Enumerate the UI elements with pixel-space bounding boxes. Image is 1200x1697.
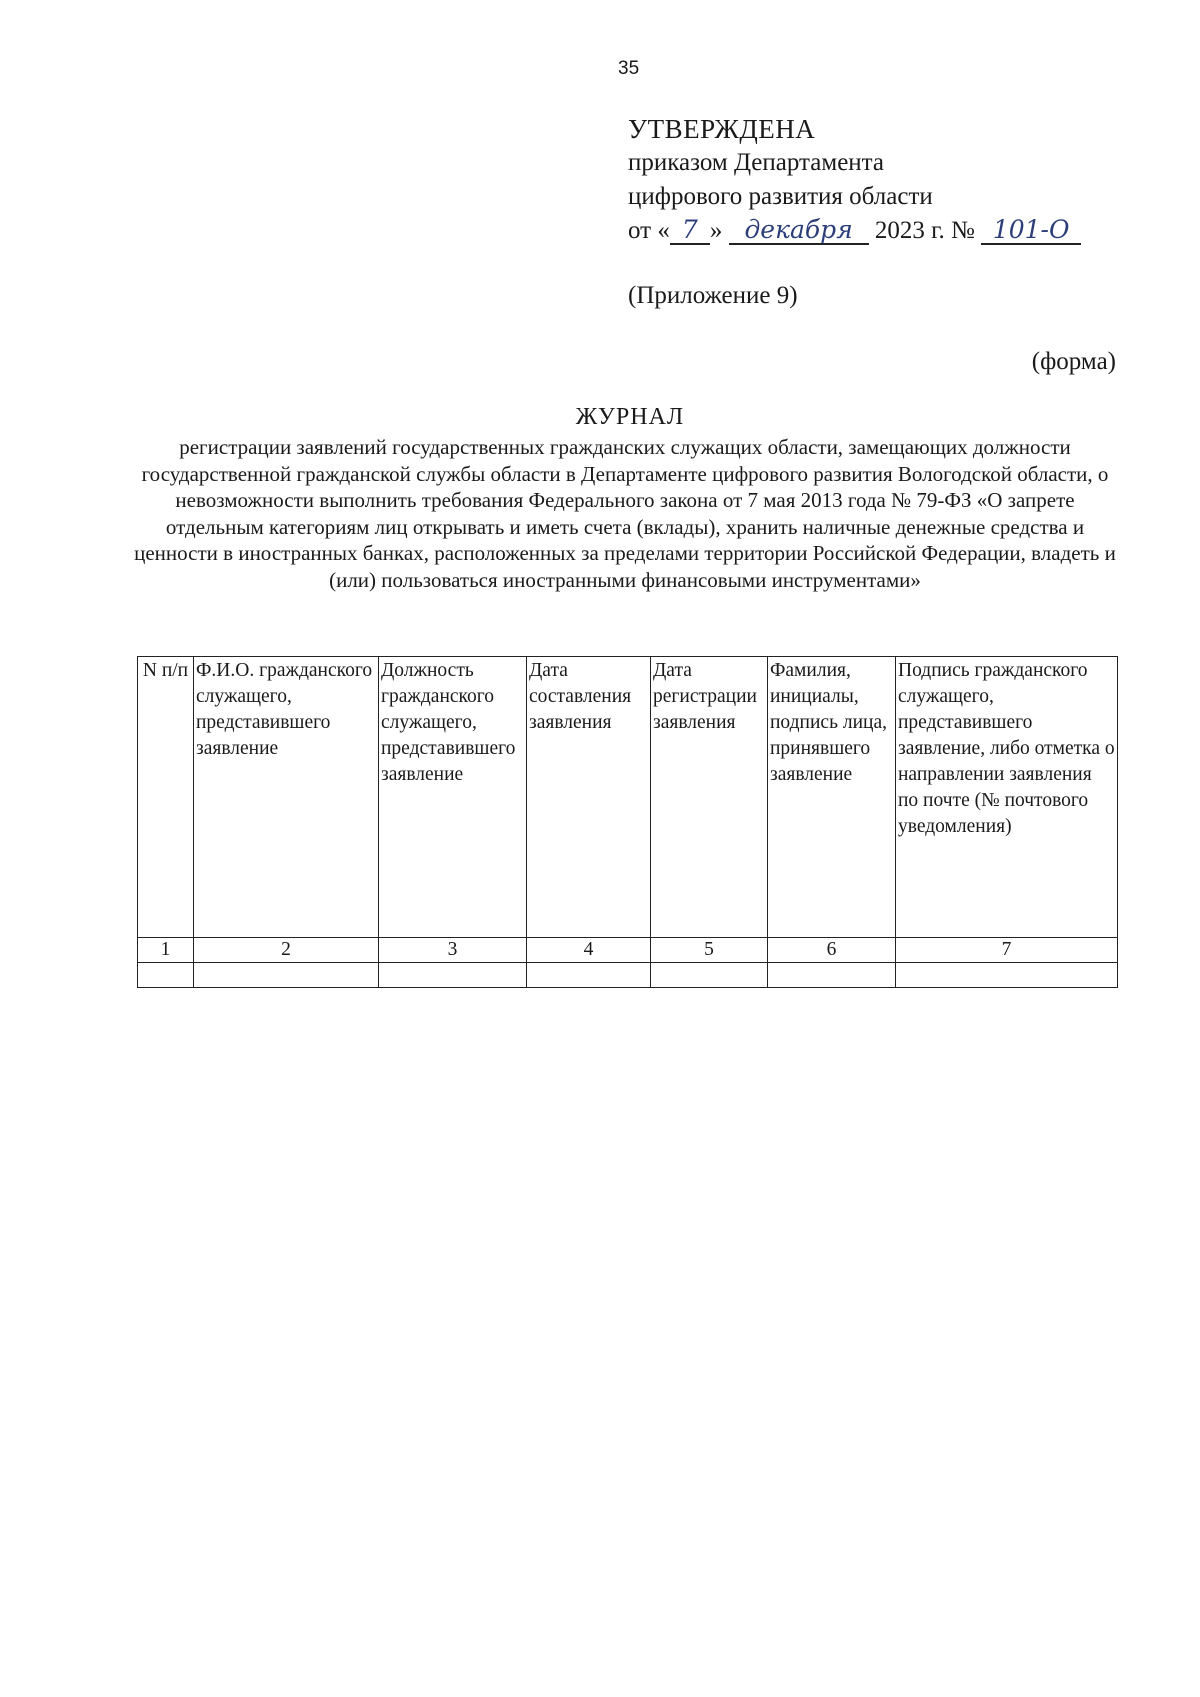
empty-cell <box>527 963 651 988</box>
approval-stamp: УТВЕРЖДЕНА <box>628 114 816 144</box>
column-number-row <box>138 938 1118 963</box>
form-label: (форма) <box>1031 348 1116 375</box>
approval-line-2: цифрового развития области <box>628 183 933 210</box>
date-mid: » <box>709 217 723 244</box>
journal-table <box>137 656 1118 988</box>
date-prefix: от « <box>628 217 670 244</box>
journal-description: регистрации заявлений государственных гражданских служащих области, замещающих должности государственной гражданской службы области в Департаменте цифрового развития Вологодской области, о невозможности выполнить требования Федерального закона от 7 мая 2013 года № 79-ФЗ «О запрете отдельным категориям лиц открывать и иметь счета (вклады), хранить наличные денежные средства и ценности в иностранных банках, расположенных за пределами территории Российской Федерации, владеть и (или) пользоваться иностранными финансовыми инструментами» <box>134 435 1116 592</box>
column-number: 5 <box>651 938 768 963</box>
journal-title: ЖУРНАЛ <box>575 404 685 430</box>
table-row <box>138 963 1118 988</box>
empty-cell <box>379 963 527 988</box>
header-signature: Подпись гражданского служащего, представившего заявление, либо отметка о направлении заявления по почте (№ почтового уведомления) <box>896 657 1118 938</box>
year-text: 2023 г. № <box>874 217 975 244</box>
empty-cell <box>194 963 379 988</box>
column-number: 6 <box>768 938 896 963</box>
column-number: 3 <box>379 938 527 963</box>
empty-cell <box>651 963 768 988</box>
empty-cell <box>896 963 1118 988</box>
column-number: 4 <box>527 938 651 963</box>
header-full-name: Ф.И.О. гражданского служащего, представившего заявление <box>194 657 379 938</box>
header-date-registered: Дата регистрации заявления <box>651 657 768 938</box>
approval-line-1: приказом Департамента <box>628 149 884 176</box>
column-number: 7 <box>896 938 1118 963</box>
handwritten-month: декабря <box>729 217 869 245</box>
header-date-drafted: Дата составления заявления <box>527 657 651 938</box>
page-number: 35 <box>618 58 640 79</box>
handwritten-day: 7 <box>670 217 710 245</box>
header-receiver: Фамилия, инициалы, подпись лица, принявшего заявление <box>768 657 896 938</box>
column-number: 1 <box>138 938 194 963</box>
approval-date-line <box>628 214 1081 248</box>
header-position: Должность гражданского служащего, представившего заявление <box>379 657 527 938</box>
approval-block <box>628 112 1081 248</box>
column-number: 2 <box>194 938 379 963</box>
appendix-label: (Приложение 9) <box>628 282 798 309</box>
empty-cell <box>768 963 896 988</box>
header-number: N п/п <box>138 657 194 938</box>
handwritten-order-number: 101-О <box>981 217 1081 245</box>
empty-cell <box>138 963 194 988</box>
table-header-row <box>138 657 1118 938</box>
